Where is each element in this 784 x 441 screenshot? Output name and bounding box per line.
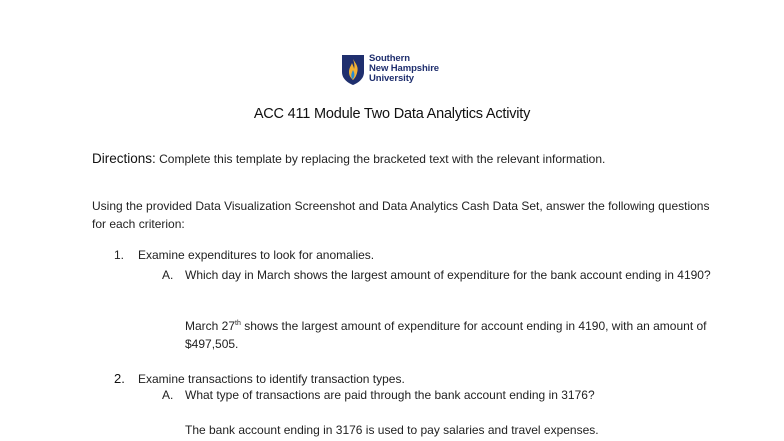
intro-paragraph: Using the provided Data Visualization Screenshot and Data Analytics Cash Data Set, answer the following questions for each criterion: xyxy=(92,199,710,231)
list-item-1-number: 1. xyxy=(114,248,125,262)
sub-item-question: Which day in March shows the largest amount of expenditure for the bank account ending in 4190? xyxy=(185,268,711,282)
list-item-2-sub-a xyxy=(162,386,722,404)
directions-text: Complete this template by replacing the bracketed text with the relevant information. xyxy=(155,152,606,166)
logo-line-3: University xyxy=(369,73,414,84)
directions-label: Directions: xyxy=(92,151,156,166)
list-item-2-text: Examine transactions to identify transaction types. xyxy=(138,372,405,386)
logo-line-1: Southern xyxy=(369,53,410,64)
list-item-2-number: 2. xyxy=(114,371,125,386)
answer-1-text: shows the largest amount of expenditure for account ending in 4190, with an amount of $497,505. xyxy=(185,319,707,351)
university-logo xyxy=(341,54,439,86)
sub-item-letter: A. xyxy=(162,388,174,402)
list-item-1-sub-a xyxy=(162,266,722,284)
list-item-1-text: Examine expenditures to look for anomalies. xyxy=(138,248,375,262)
list-item-2-answer: The bank account ending in 3176 is used to pay salaries and travel expenses. xyxy=(185,423,599,437)
answer-1-date: March 27 xyxy=(185,319,236,333)
list-item-2 xyxy=(114,371,405,386)
document-title: ACC 411 Module Two Data Analytics Activity xyxy=(253,106,531,122)
logo-line-2: New Hampshire xyxy=(369,63,439,74)
sub-item-letter: A. xyxy=(162,268,174,282)
directions-paragraph xyxy=(92,151,605,166)
answer-1-superscript: th xyxy=(235,320,241,327)
list-item-1-answer xyxy=(185,317,725,353)
shield-flame-icon xyxy=(341,54,365,86)
list-item-1 xyxy=(114,248,374,262)
sub-item-question: What type of transactions are paid through the bank account ending in 3176? xyxy=(185,388,595,402)
